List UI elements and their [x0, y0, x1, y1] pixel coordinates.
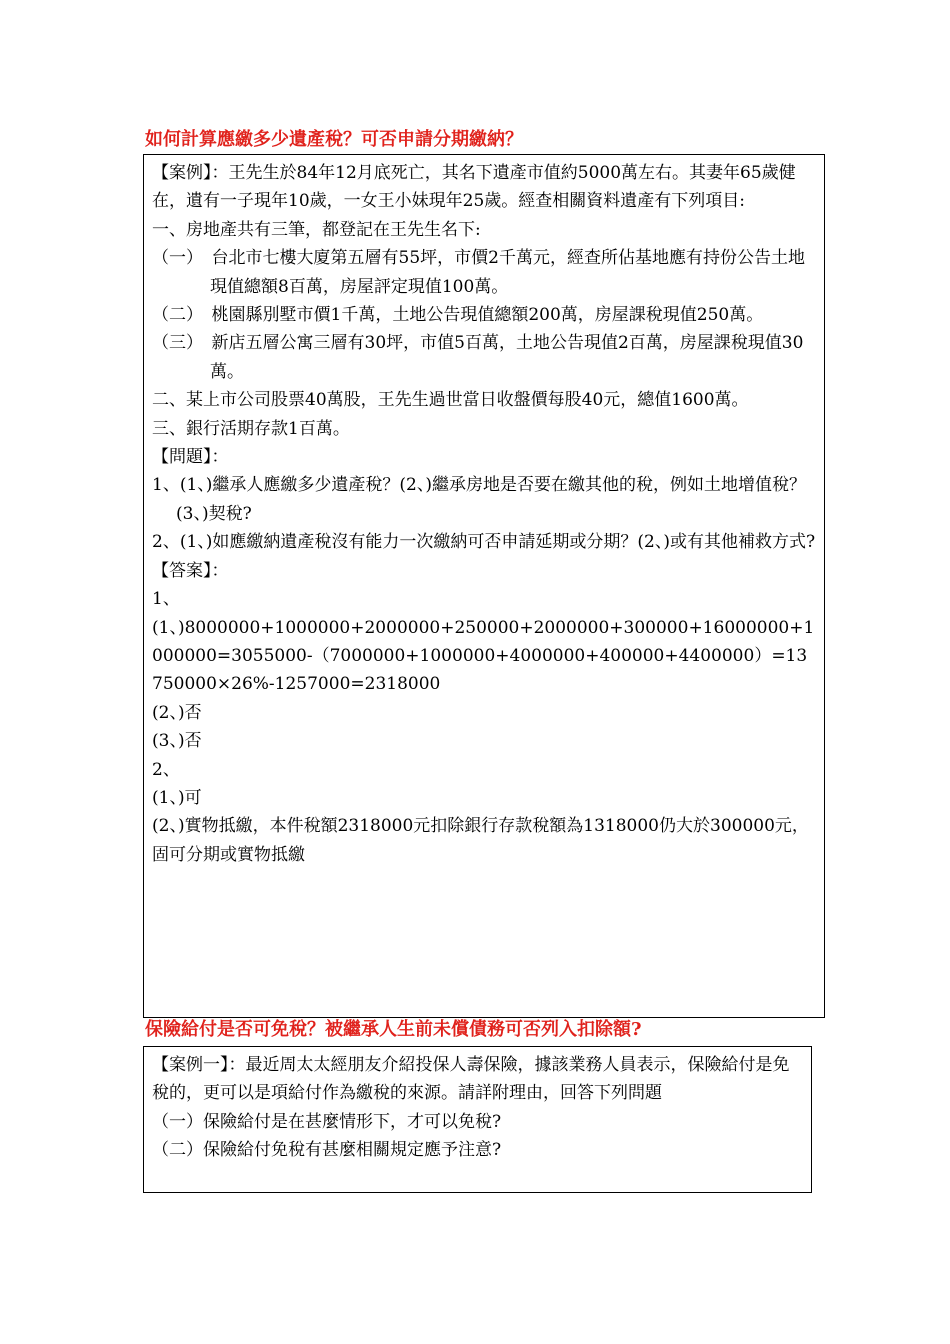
answer-number: 2、: [152, 759, 180, 780]
estate-item-real-estate: 一、房地產共有三筆，都登記在王先生名下:: [152, 219, 481, 240]
answer-item: (2、)實物抵繳，本件稅額2318000元扣除銀行存款稅額為1318000仍大於300000元，固可分期或實物抵繳: [152, 816, 809, 865]
case-intro: 【案例】：王先生於84年12月底死亡，其名下遺產市值約5000萬左右。其妻年65歲健在，遺有一子現年10歲，一女王小妹現年25歲。經查相關資料遺產有下列項目:: [152, 163, 796, 212]
estate-item-stock: 二、某上市公司股票40萬股，王先生過世當日收盤價每股40元，總值1600萬。: [152, 390, 749, 411]
answer-item: (3、)否: [152, 731, 202, 752]
answer-number: 1、: [152, 589, 180, 610]
estate-subitem: （一） 台北市七樓大廈第五層有55坪，市價2千萬元，經查所佔基地應有持份公告土地現值總額8百萬，房屋評定現值100萬。: [152, 248, 805, 297]
section-title: 保險給付是否可免稅？被繼承人生前未償債務可否列入扣除額?: [145, 1019, 642, 1040]
case-box: [143, 1046, 812, 1193]
estate-subitem: （三） 新店五層公寓三層有30坪，市值5百萬，土地公告現值2百萬，房屋課稅現值30萬。: [152, 333, 804, 382]
answer-label: 【答案】：: [152, 560, 229, 581]
answer-item: (1、)可: [152, 787, 202, 808]
answer-item: (2、)否: [152, 702, 202, 723]
estate-item-deposit: 三、銀行活期存款1百萬。: [152, 418, 350, 439]
section-title: 如何計算應繳多少遺產稅？可否申請分期繳納？: [145, 129, 523, 150]
question-item: （二）保險給付免稅有甚麼相關規定應予注意?: [152, 1140, 502, 1161]
estate-subitem: （二） 桃園縣別墅市價1千萬，土地公告現值總額200萬，房屋課稅現值250萬。: [152, 305, 764, 326]
question-label: 【問題】：: [152, 447, 229, 468]
case-intro: 【案例一】：最近周太太經朋友介紹投保人壽保險，據該業務人員表示，保險給付是免稅的，更可以是項給付作為繳稅的來源。請詳附理由，回答下列問題: [152, 1055, 790, 1104]
question-item: （一）保險給付是在甚麼情形下，才可以免稅?: [152, 1111, 502, 1132]
answer-calculation: (1、)8000000+1000000+2000000+250000+2000000+300000+16000000+1000000=3055000-（7000000+1000000+4000000+400000+4400000）=13750000×26%-1257000=2318000: [152, 617, 815, 695]
case-box: [143, 154, 825, 1018]
question-item: 2、(1、)如應繳納遺產稅沒有能力一次繳納可否申請延期或分期？(2、)或有其他補救方式?: [152, 532, 816, 553]
question-item: 1、(1、)繼承人應繳多少遺產稅？(2、)繼承房地是否要在繳其他的稅，例如土地增值稅？(3、)契稅?: [152, 475, 806, 524]
